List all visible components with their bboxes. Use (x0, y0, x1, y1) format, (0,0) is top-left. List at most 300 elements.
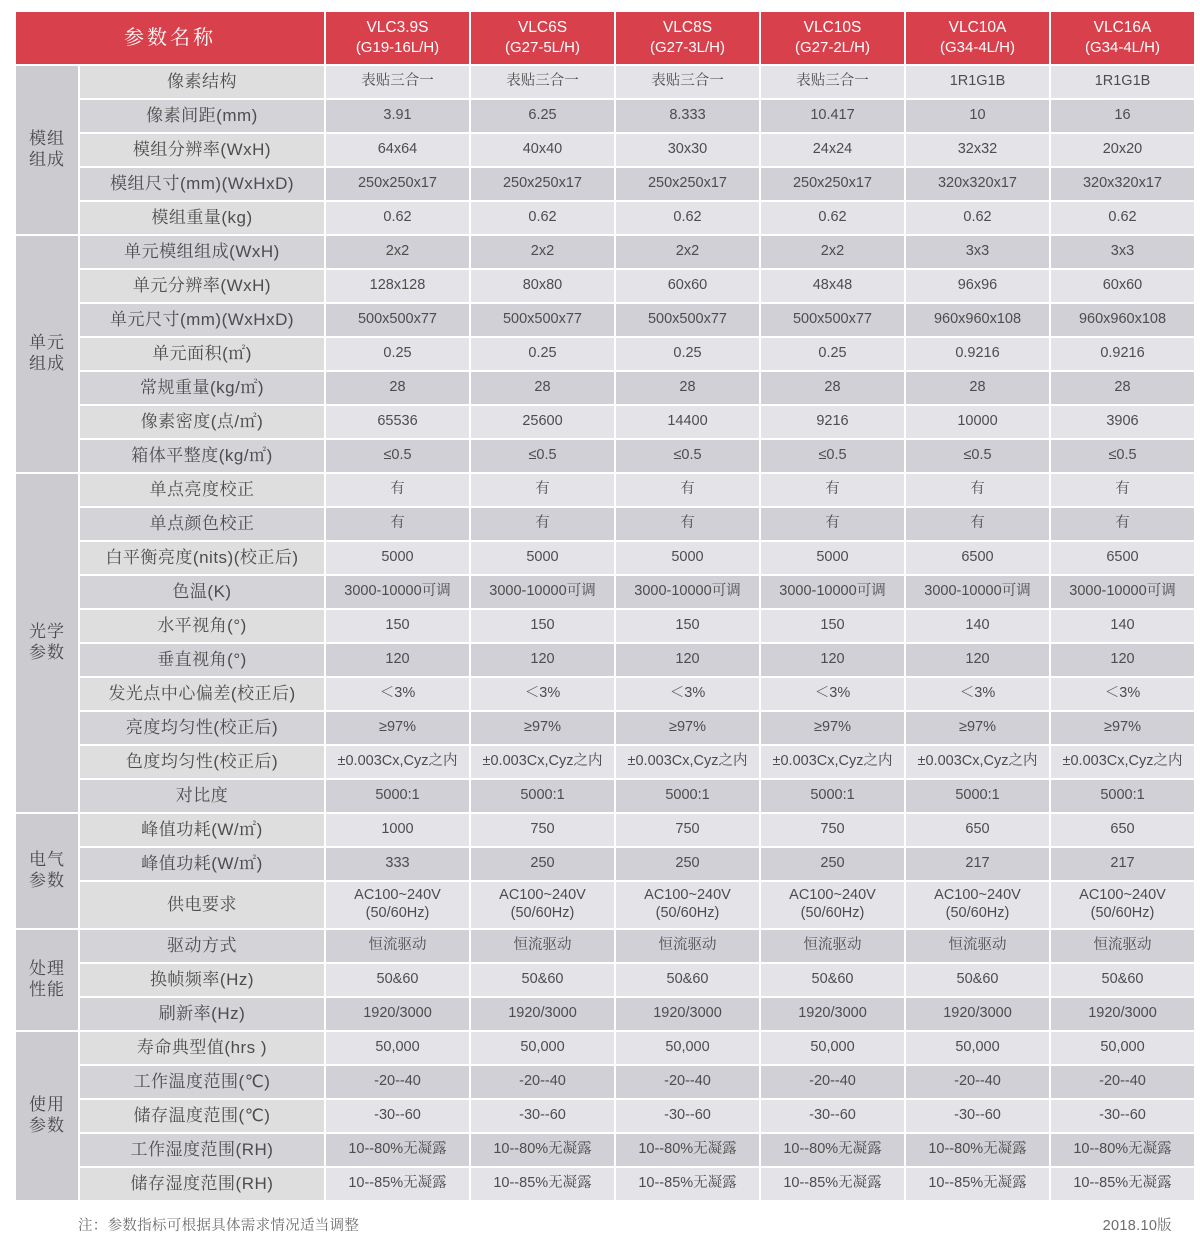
cell-value (761, 644, 904, 676)
table-row (16, 576, 1194, 608)
cell-value (616, 964, 759, 996)
cell-value-line1: 0.25 (673, 345, 702, 362)
param-name: 单元模组组成(WxH) (80, 236, 324, 268)
footer-version: 2018.10版 (1102, 1218, 1172, 1234)
param-name: 单点颜色校正 (80, 508, 324, 540)
cell-value (1051, 1100, 1194, 1132)
cell-value (471, 338, 614, 370)
cell-value (906, 372, 1049, 404)
cell-value (616, 882, 759, 928)
cell-value-line1: -30--60 (374, 1107, 421, 1124)
param-name: 储存湿度范围(RH) (80, 1168, 324, 1200)
model-column-header-4 (906, 12, 1049, 64)
cell-value-line1: 10.417 (810, 107, 855, 124)
cell-value (1051, 202, 1194, 234)
cell-value-line1: 5000:1 (810, 787, 855, 804)
cell-value (471, 304, 614, 336)
cell-value (326, 508, 469, 540)
cell-value-line1: 0.62 (1108, 209, 1137, 226)
group-label-line2: 组成 (29, 150, 65, 169)
cell-value-line1: 3.91 (383, 107, 412, 124)
table-row (16, 1100, 1194, 1132)
cell-value-line1: ≥97% (379, 719, 416, 736)
group-label-line1: 单元 (29, 333, 65, 353)
cell-value (616, 66, 759, 98)
model-column-header-1 (471, 12, 614, 64)
table-row (16, 882, 1194, 928)
cell-value-line1: ＜3% (959, 685, 996, 702)
cell-value (471, 1168, 614, 1200)
cell-value (1051, 1066, 1194, 1098)
cell-value (1051, 542, 1194, 574)
cell-value-line1: ＜3% (524, 685, 561, 702)
cell-value-line1: 6500 (1106, 549, 1139, 566)
cell-value (906, 848, 1049, 880)
cell-value (1051, 1134, 1194, 1166)
cell-value (326, 236, 469, 268)
cell-value-line1: ≤0.5 (528, 447, 557, 464)
cell-value (471, 814, 614, 846)
cell-value (906, 780, 1049, 812)
group-label-line2: 参数 (29, 643, 65, 662)
cell-value-line1: -20--40 (809, 1073, 856, 1090)
cell-value-line1: 960x960x108 (933, 311, 1022, 328)
cell-value-line1: 10--80%无凝露 (783, 1141, 882, 1158)
cell-value (326, 576, 469, 608)
cell-value-line1: 0.62 (383, 209, 412, 226)
cell-value-line1: 0.62 (673, 209, 702, 226)
cell-value-line1: AC100~240V (1079, 887, 1166, 904)
cell-value (326, 998, 469, 1030)
cell-value (471, 1032, 614, 1064)
cell-value-line1: 140 (965, 617, 990, 634)
cell-value-line1: ±0.003Cx,Cyz之内 (482, 753, 603, 770)
cell-value-line1: 150 (385, 617, 410, 634)
model-name-4: VLC10A (948, 18, 1007, 36)
cell-value (761, 1066, 904, 1098)
cell-value-line1: 表贴三合一 (796, 73, 869, 90)
cell-value (761, 678, 904, 710)
param-name: 刷新率(Hz) (80, 998, 324, 1030)
cell-value (1051, 882, 1194, 928)
cell-value (616, 848, 759, 880)
cell-value (761, 100, 904, 132)
cell-value (326, 270, 469, 302)
param-name: 单元尺寸(mm)(WxHxD) (80, 304, 324, 336)
cell-value-line1: ＜3% (379, 685, 416, 702)
cell-value (471, 202, 614, 234)
cell-value-line1: 64x64 (377, 141, 418, 158)
cell-value (471, 508, 614, 540)
cell-value (906, 440, 1049, 472)
model-column-header-3 (761, 12, 904, 64)
cell-value-line1: -20--40 (1099, 1073, 1146, 1090)
cell-value-line1: 250 (530, 855, 555, 872)
cell-value-line1: 120 (675, 651, 700, 668)
model-code-5: (G34-4L/H) (1084, 38, 1161, 56)
cell-value-line1: 80x80 (522, 277, 563, 294)
cell-value-line1: 1R1G1B (949, 73, 1006, 90)
cell-value (1051, 712, 1194, 744)
cell-value-line1: 50,000 (520, 1039, 565, 1056)
cell-value (761, 610, 904, 642)
cell-value-line1: 0.62 (963, 209, 992, 226)
cell-value-line1: 28 (534, 379, 551, 396)
cell-value-line1: 6.25 (528, 107, 557, 124)
cell-value (761, 848, 904, 880)
param-name: 亮度均匀性(校正后) (80, 712, 324, 744)
table-row (16, 1134, 1194, 1166)
cell-value-line1: -30--60 (519, 1107, 566, 1124)
cell-value-line1: 16 (1114, 107, 1131, 124)
specifications-table (14, 10, 1196, 1202)
cell-value-line1: 2x2 (385, 243, 410, 260)
cell-value-line1: AC100~240V (789, 887, 876, 904)
cell-value-line1: 1920/3000 (653, 1005, 722, 1022)
cell-value (761, 576, 904, 608)
model-code-0: (G19-16L/H) (355, 38, 440, 56)
cell-value (761, 814, 904, 846)
footer (14, 1214, 1186, 1235)
cell-value (1051, 964, 1194, 996)
cell-value-line2: (50/60Hz) (510, 905, 575, 921)
model-code-2: (G27-3L/H) (649, 38, 726, 56)
cell-value-line1: 40x40 (522, 141, 563, 158)
cell-value (471, 542, 614, 574)
cell-value (616, 1100, 759, 1132)
cell-value (906, 644, 1049, 676)
cell-value-line1: ≥97% (524, 719, 561, 736)
cell-value-line1: ±0.003Cx,Cyz之内 (772, 753, 893, 770)
cell-value-line2: (50/60Hz) (800, 905, 865, 921)
cell-value-line1: 1000 (381, 821, 414, 838)
cell-value (761, 270, 904, 302)
table-row (16, 270, 1194, 302)
model-name-1: VLC6S (517, 18, 568, 36)
cell-value-line1: 10--85%无凝露 (638, 1175, 737, 1192)
cell-value (471, 780, 614, 812)
model-column-header-2 (616, 12, 759, 64)
cell-value-line1: 50&60 (956, 971, 999, 988)
cell-value (326, 644, 469, 676)
cell-value (471, 372, 614, 404)
cell-value (761, 882, 904, 928)
group-label-line2: 性能 (29, 980, 65, 999)
cell-value (1051, 678, 1194, 710)
table-row (16, 440, 1194, 472)
cell-value-line1: 表贴三合一 (651, 73, 724, 90)
group-label-4 (16, 930, 78, 1030)
cell-value (616, 134, 759, 166)
cell-value (906, 678, 1049, 710)
cell-value (471, 236, 614, 268)
cell-value (471, 746, 614, 778)
cell-value-line1: 50,000 (665, 1039, 710, 1056)
table-header (16, 12, 1194, 64)
param-name: 垂直视角(°) (80, 644, 324, 676)
cell-value (906, 304, 1049, 336)
cell-value (471, 998, 614, 1030)
cell-value-line1: 5000:1 (665, 787, 710, 804)
group-label-line1: 使用 (29, 1095, 65, 1115)
footer-note: 注：参数指标可根据具体需求情况适当调整 (78, 1218, 360, 1234)
cell-value-line1: 有 (680, 515, 695, 532)
cell-value-line1: 0.25 (383, 345, 412, 362)
cell-value (906, 338, 1049, 370)
cell-value (761, 746, 904, 778)
cell-value (906, 508, 1049, 540)
cell-value (1051, 746, 1194, 778)
cell-value (761, 964, 904, 996)
cell-value-line2: (50/60Hz) (365, 905, 430, 921)
cell-value (906, 1100, 1049, 1132)
cell-value-line1: 0.62 (528, 209, 557, 226)
param-name: 像素结构 (80, 66, 324, 98)
cell-value-line1: 2x2 (530, 243, 555, 260)
cell-value (906, 1134, 1049, 1166)
cell-value-line1: 960x960x108 (1078, 311, 1167, 328)
cell-value-line1: 750 (675, 821, 700, 838)
cell-value (471, 964, 614, 996)
cell-value-line1: 6500 (961, 549, 994, 566)
cell-value (1051, 134, 1194, 166)
param-name: 常规重量(kg/㎡) (80, 372, 324, 404)
model-name-0: VLC3.9S (366, 18, 429, 36)
cell-value (761, 304, 904, 336)
cell-value (326, 1032, 469, 1064)
cell-value (471, 848, 614, 880)
cell-value (1051, 848, 1194, 880)
cell-value-line1: 5000 (671, 549, 704, 566)
cell-value-line1: 1920/3000 (363, 1005, 432, 1022)
cell-value-line1: 0.62 (818, 209, 847, 226)
cell-value (1051, 440, 1194, 472)
cell-value (1051, 814, 1194, 846)
cell-value-line1: 3000-10000可调 (634, 583, 741, 600)
cell-value (1051, 644, 1194, 676)
cell-value-line1: 48x48 (812, 277, 853, 294)
cell-value (761, 780, 904, 812)
table-row (16, 236, 1194, 268)
cell-value-line1: 50&60 (376, 971, 419, 988)
cell-value (616, 1032, 759, 1064)
cell-value-line1: 10--80%无凝露 (493, 1141, 592, 1158)
cell-value (471, 100, 614, 132)
cell-value (471, 610, 614, 642)
param-name: 单元分辨率(WxH) (80, 270, 324, 302)
cell-value (616, 168, 759, 200)
cell-value (906, 168, 1049, 200)
cell-value-line1: 150 (820, 617, 845, 634)
cell-value-line1: 3000-10000可调 (489, 583, 596, 600)
cell-value-line1: 恒流驱动 (803, 937, 862, 954)
cell-value-line1: 5000 (381, 549, 414, 566)
param-name: 供电要求 (80, 882, 324, 928)
table-row (16, 644, 1194, 676)
cell-value-line1: 3x3 (1110, 243, 1135, 260)
cell-value (471, 168, 614, 200)
table-row (16, 202, 1194, 234)
cell-value (326, 168, 469, 200)
cell-value-line1: 28 (1114, 379, 1131, 396)
cell-value-line1: -30--60 (954, 1107, 1001, 1124)
cell-value-line1: 320x320x17 (937, 175, 1017, 192)
cell-value-line1: 9216 (816, 413, 849, 430)
cell-value-line1: 5000:1 (1100, 787, 1145, 804)
cell-value-line1: 10--85%无凝露 (1073, 1175, 1172, 1192)
cell-value-line1: 50,000 (375, 1039, 420, 1056)
cell-value-line2: (50/60Hz) (655, 905, 720, 921)
cell-value-line1: 500x500x77 (357, 311, 437, 328)
cell-value (1051, 270, 1194, 302)
cell-value-line1: ≤0.5 (818, 447, 847, 464)
cell-value-line1: ＜3% (814, 685, 851, 702)
cell-value-line1: 96x96 (957, 277, 998, 294)
cell-value (326, 304, 469, 336)
table-row (16, 712, 1194, 744)
cell-value (1051, 372, 1194, 404)
cell-value-line1: 250 (820, 855, 845, 872)
param-name: 像素密度(点/㎡) (80, 406, 324, 438)
group-label-line1: 光学 (29, 622, 65, 642)
cell-value-line1: 恒流驱动 (368, 937, 427, 954)
model-code-3: (G27-2L/H) (794, 38, 871, 56)
cell-value-line1: 恒流驱动 (1093, 937, 1152, 954)
cell-value (326, 780, 469, 812)
cell-value (326, 202, 469, 234)
cell-value (761, 508, 904, 540)
cell-value (616, 780, 759, 812)
group-label-0 (16, 66, 78, 234)
cell-value (471, 406, 614, 438)
cell-value (906, 712, 1049, 744)
cell-value (326, 406, 469, 438)
cell-value (326, 882, 469, 928)
cell-value (1051, 66, 1194, 98)
table-row (16, 930, 1194, 962)
cell-value (471, 270, 614, 302)
cell-value (761, 542, 904, 574)
cell-value-line1: 250x250x17 (647, 175, 727, 192)
cell-value (761, 168, 904, 200)
cell-value (761, 372, 904, 404)
cell-value-line1: 10--85%无凝露 (493, 1175, 592, 1192)
cell-value-line1: 28 (969, 379, 986, 396)
cell-value-line1: 3000-10000可调 (779, 583, 886, 600)
table-row (16, 964, 1194, 996)
cell-value-line1: 50&60 (521, 971, 564, 988)
param-name: 对比度 (80, 780, 324, 812)
cell-value (906, 610, 1049, 642)
table-row (16, 780, 1194, 812)
cell-value (761, 1168, 904, 1200)
cell-value-line1: 1920/3000 (798, 1005, 867, 1022)
cell-value-line1: 10000 (957, 413, 998, 430)
table-row (16, 610, 1194, 642)
cell-value (761, 712, 904, 744)
table-row (16, 304, 1194, 336)
cell-value-line1: 3906 (1106, 413, 1139, 430)
cell-value-line1: 50,000 (810, 1039, 855, 1056)
cell-value (906, 202, 1049, 234)
param-name: 色温(K) (80, 576, 324, 608)
cell-value (471, 474, 614, 506)
cell-value (761, 930, 904, 962)
cell-value-line1: 120 (385, 651, 410, 668)
cell-value-line1: 10--80%无凝露 (1073, 1141, 1172, 1158)
cell-value (616, 440, 759, 472)
cell-value (471, 882, 614, 928)
cell-value-line1: 有 (970, 515, 985, 532)
cell-value-line1: -20--40 (519, 1073, 566, 1090)
cell-value-line1: 10 (969, 107, 986, 124)
cell-value-line1: -20--40 (374, 1073, 421, 1090)
cell-value (906, 100, 1049, 132)
table-row (16, 134, 1194, 166)
cell-value (761, 1032, 904, 1064)
model-column-header-5 (1051, 12, 1194, 64)
cell-value (1051, 474, 1194, 506)
cell-value-line1: -20--40 (664, 1073, 711, 1090)
cell-value (906, 930, 1049, 962)
cell-value-line1: 0.9216 (1100, 345, 1145, 362)
cell-value-line1: 3000-10000可调 (344, 583, 451, 600)
cell-value (1051, 304, 1194, 336)
group-label-line2: 参数 (29, 1116, 65, 1135)
cell-value-line1: 50,000 (955, 1039, 1000, 1056)
table-body (16, 66, 1194, 1200)
table-row (16, 1032, 1194, 1064)
cell-value (616, 1168, 759, 1200)
cell-value-line1: ≤0.5 (673, 447, 702, 464)
cell-value-line1: 65536 (377, 413, 418, 430)
param-name: 单元面积(㎡) (80, 338, 324, 370)
cell-value (471, 1066, 614, 1098)
cell-value (326, 814, 469, 846)
cell-value (761, 338, 904, 370)
cell-value-line1: 250x250x17 (792, 175, 872, 192)
cell-value-line1: ±0.003Cx,Cyz之内 (1062, 753, 1183, 770)
cell-value-line1: 表贴三合一 (361, 73, 434, 90)
table-row (16, 66, 1194, 98)
model-column-header-0 (326, 12, 469, 64)
cell-value-line2: (50/60Hz) (1090, 905, 1155, 921)
table-row (16, 168, 1194, 200)
cell-value (761, 474, 904, 506)
table-row (16, 100, 1194, 132)
cell-value-line1: 250x250x17 (502, 175, 582, 192)
cell-value-line1: 5000:1 (375, 787, 420, 804)
cell-value (906, 66, 1049, 98)
cell-value-line1: 有 (390, 481, 405, 498)
cell-value-line1: 10--85%无凝露 (783, 1175, 882, 1192)
group-label-line1: 模组 (29, 129, 65, 149)
cell-value-line1: 128x128 (369, 277, 426, 294)
cell-value (906, 270, 1049, 302)
cell-value (906, 1168, 1049, 1200)
cell-value-line1: 60x60 (667, 277, 708, 294)
cell-value (761, 236, 904, 268)
param-name: 储存温度范围(℃) (80, 1100, 324, 1132)
cell-value (616, 1134, 759, 1166)
cell-value-line1: -30--60 (809, 1107, 856, 1124)
cell-value (326, 848, 469, 880)
cell-value-line1: 1R1G1B (1094, 73, 1151, 90)
cell-value (326, 1134, 469, 1166)
cell-value (616, 576, 759, 608)
table-row (16, 814, 1194, 846)
param-name: 模组尺寸(mm)(WxHxD) (80, 168, 324, 200)
